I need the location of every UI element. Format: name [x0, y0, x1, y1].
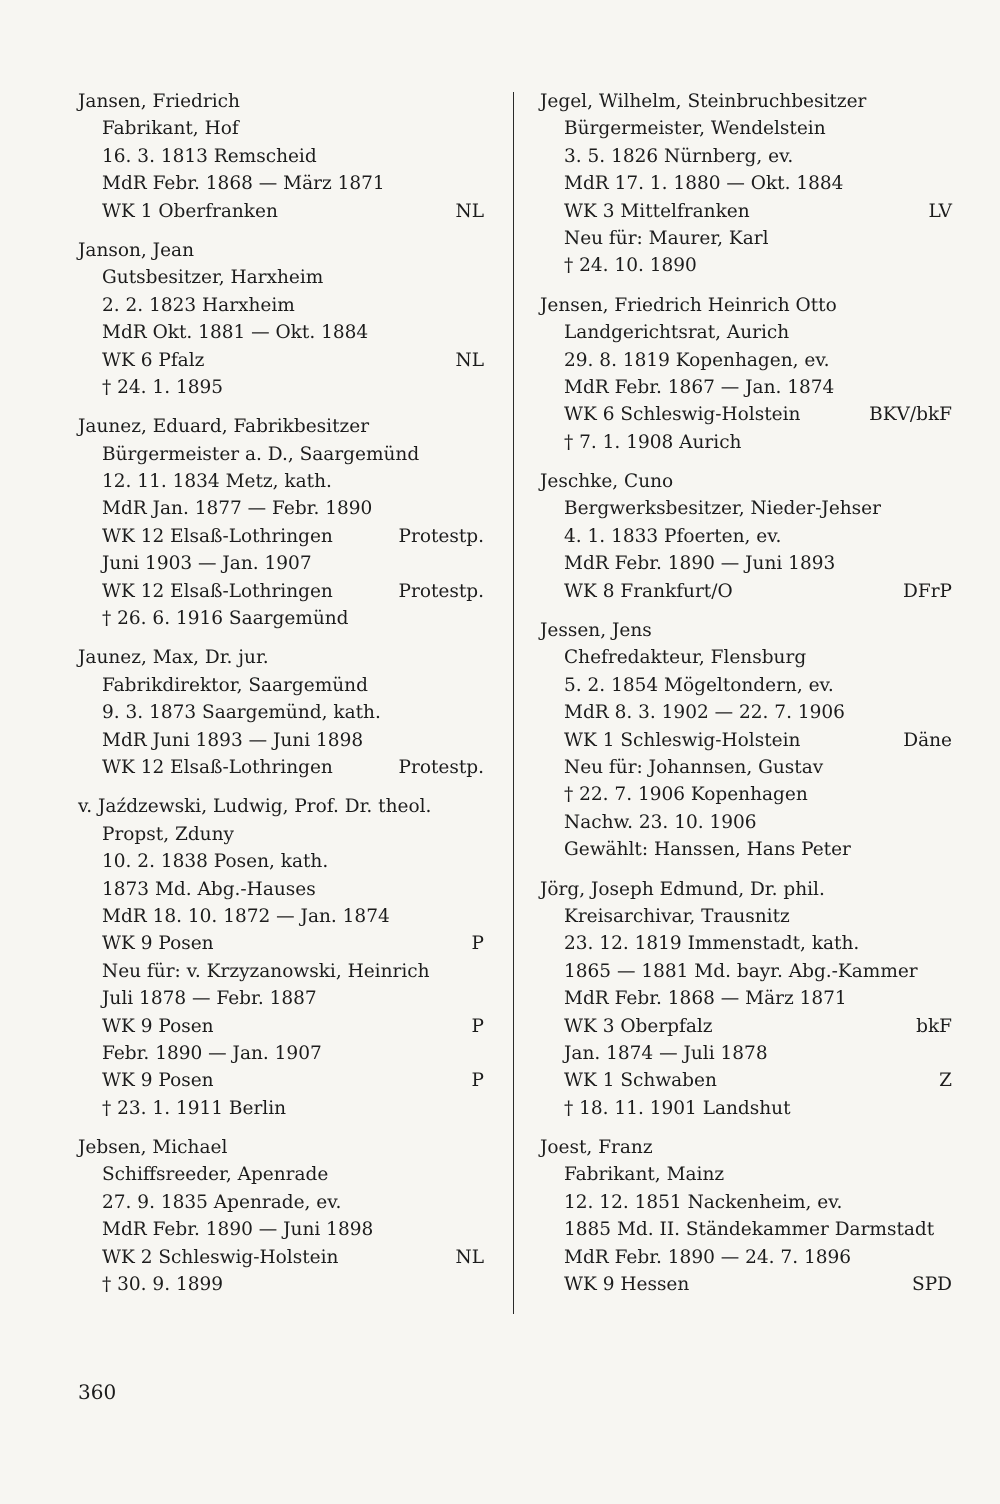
- entry-line: [540, 903, 952, 930]
- entry-line: [78, 672, 484, 699]
- party-label: Protestp.: [398, 525, 484, 547]
- entry-line-text: Propst, Zduny: [102, 823, 234, 845]
- entry-line-text: 10. 2. 1838 Posen, kath.: [102, 851, 329, 873]
- entry-line-text: Jansen, Friedrich: [78, 91, 240, 112]
- entry-line-text: Chefredakteur, Flensburg: [564, 647, 807, 669]
- party-label: P: [471, 1070, 484, 1092]
- entry-line: [540, 429, 952, 456]
- entry-line: [540, 985, 952, 1012]
- entry-line: [540, 495, 952, 522]
- entry-line: [78, 292, 484, 319]
- party-label: Z: [939, 1070, 952, 1092]
- entry-name: [78, 237, 484, 264]
- entry-line: [78, 170, 484, 197]
- entry-name: [540, 88, 952, 115]
- entry-line-text: v. Jaźdzewski, Ludwig, Prof. Dr. theol.: [78, 796, 432, 818]
- entry-line: [540, 836, 952, 863]
- entry-line: [78, 930, 484, 957]
- entry-line: [78, 578, 484, 605]
- entry-line-text: 9. 3. 1873 Saargemünd, kath.: [102, 702, 381, 724]
- entry-line: [540, 198, 952, 225]
- biography-entry: [78, 237, 484, 401]
- entry-line: [540, 1189, 952, 1216]
- entry-line-text: MdR Okt. 1881 — Okt. 1884: [102, 322, 369, 344]
- entry-line-text: † 23. 1. 1911 Berlin: [102, 1097, 287, 1119]
- entry-line: [78, 441, 484, 468]
- left-column: [78, 88, 484, 1298]
- entry-line-text: WK 9 Hessen: [564, 1274, 690, 1296]
- entry-line: [78, 347, 484, 374]
- biography-entry: [540, 88, 952, 280]
- entry-line-text: MdR Febr. 1868 — März 1871: [564, 988, 847, 1010]
- entry-line-text: Janson, Jean: [78, 239, 194, 261]
- entry-name: [540, 876, 952, 903]
- entry-line-text: Juni 1903 — Jan. 1907: [102, 553, 312, 575]
- entry-line: [540, 319, 952, 346]
- entry-line-text: 4. 1. 1833 Pfoerten, ev.: [564, 525, 782, 547]
- entry-line-text: Bergwerksbesitzer, Nieder-Jehser: [564, 498, 881, 520]
- entry-line-text: MdR Febr. 1867 — Jan. 1874: [564, 376, 835, 398]
- entry-line: [78, 903, 484, 930]
- entry-line-text: Bürgermeister, Wendelstein: [564, 118, 826, 140]
- party-label: P: [471, 933, 484, 955]
- entry-line: [78, 115, 484, 142]
- entry-line: [540, 170, 952, 197]
- entry-line: [540, 1216, 952, 1243]
- page-number: 360: [78, 1380, 117, 1404]
- entry-line: [540, 727, 952, 754]
- entry-line: [78, 727, 484, 754]
- entry-line-text: Gutsbesitzer, Harxheim: [102, 267, 324, 289]
- biography-entry: [78, 1134, 484, 1298]
- party-label: SPD: [912, 1274, 952, 1296]
- entry-line: [78, 1067, 484, 1094]
- entry-line-text: Jeschke, Cuno: [540, 471, 674, 493]
- entry-line-text: † 24. 1. 1895: [102, 376, 224, 398]
- party-label: NL: [455, 200, 484, 222]
- entry-line: [78, 605, 484, 632]
- entry-name: [78, 793, 484, 820]
- entry-line-text: 12. 12. 1851 Nackenheim, ev.: [564, 1191, 843, 1213]
- entry-line-text: MdR Febr. 1890 — Juni 1893: [564, 553, 836, 575]
- entry-line-text: WK 9 Posen: [102, 933, 214, 955]
- entry-line-text: Jessen, Jens: [540, 620, 652, 642]
- entry-line-text: WK 12 Elsaß-Lothringen: [102, 580, 333, 602]
- entry-line: [78, 1095, 484, 1122]
- entry-line: [540, 1244, 952, 1271]
- entry-line: [540, 1095, 952, 1122]
- entry-line: [540, 225, 952, 252]
- biography-entry: [78, 644, 484, 781]
- party-label: Protestp.: [398, 580, 484, 602]
- entry-line-text: WK 8 Frankfurt/O: [564, 580, 733, 602]
- entry-line: [78, 1271, 484, 1298]
- entry-line-text: † 18. 11. 1901 Landshut: [564, 1097, 791, 1119]
- entry-line-text: Jörg, Joseph Edmund, Dr. phil.: [540, 878, 825, 900]
- entry-line-text: MdR 17. 1. 1880 — Okt. 1884: [564, 173, 844, 195]
- entry-line-text: Schiffsreeder, Apenrade: [102, 1164, 329, 1186]
- entry-line-text: MdR Febr. 1890 — 24. 7. 1896: [564, 1246, 852, 1268]
- entry-line-text: Kreisarchivar, Trausnitz: [564, 905, 790, 927]
- entry-line-text: Jaunez, Max, Dr. jur.: [78, 647, 269, 669]
- entry-line-text: WK 12 Elsaß-Lothringen: [102, 525, 333, 547]
- entry-line-text: † 30. 9. 1899: [102, 1274, 224, 1296]
- entry-line: [78, 876, 484, 903]
- entry-line-text: † 26. 6. 1916 Saargemünd: [102, 608, 349, 630]
- entry-line: [540, 1161, 952, 1188]
- entry-line: [78, 1216, 484, 1243]
- entry-line-text: 16. 3. 1813 Remscheid: [102, 145, 317, 167]
- entry-line-text: 1865 — 1881 Md. bayr. Abg.-Kammer: [564, 960, 918, 982]
- entry-line: [78, 821, 484, 848]
- entry-line: [540, 672, 952, 699]
- entry-line: [78, 198, 484, 225]
- entry-line: [78, 468, 484, 495]
- entry-line-text: † 22. 7. 1906 Kopenhagen: [564, 784, 808, 806]
- entry-line-text: Neu für: Johannsen, Gustav: [564, 756, 824, 778]
- entry-line-text: WK 12 Elsaß-Lothringen: [102, 756, 333, 778]
- biography-entry: [78, 88, 484, 225]
- entry-line-text: Landgerichtsrat, Aurich: [564, 322, 790, 344]
- entry-line: [540, 347, 952, 374]
- entry-line: [78, 374, 484, 401]
- entry-line-text: 1885 Md. II. Ständekammer Darmstadt: [564, 1219, 935, 1241]
- entry-line-text: Jensen, Friedrich Heinrich Otto: [540, 294, 837, 316]
- entry-line-text: Jebsen, Michael: [78, 1137, 228, 1159]
- entry-line-text: MdR 18. 10. 1872 — Jan. 1874: [102, 905, 390, 927]
- entry-line-text: 2. 2. 1823 Harxheim: [102, 294, 295, 316]
- entry-line: [78, 1040, 484, 1067]
- entry-line-text: Gewählt: Hanssen, Hans Peter: [564, 839, 851, 861]
- entry-line: [78, 264, 484, 291]
- biography-entry: [78, 793, 484, 1122]
- entry-line-text: MdR 8. 3. 1902 — 22. 7. 1906: [564, 702, 845, 724]
- biography-entry: [540, 876, 952, 1123]
- entry-line-text: WK 6 Schleswig-Holstein: [564, 404, 801, 426]
- entry-line-text: † 7. 1. 1908 Aurich: [564, 431, 742, 453]
- entry-line-text: Neu für: Maurer, Karl: [564, 227, 769, 249]
- entry-line: [78, 1161, 484, 1188]
- column-divider: [513, 92, 514, 1314]
- entry-line: [78, 495, 484, 522]
- biography-entry: [540, 1134, 952, 1298]
- entry-line-text: Fabrikant, Mainz: [564, 1164, 725, 1186]
- entry-line-text: Fabrikdirektor, Saargemünd: [102, 674, 368, 696]
- entry-line: [78, 1189, 484, 1216]
- entry-line-text: Fabrikant, Hof: [102, 118, 239, 140]
- entry-line-text: 23. 12. 1819 Immenstadt, kath.: [564, 933, 860, 955]
- entry-line: [78, 1244, 484, 1271]
- entry-line: [540, 550, 952, 577]
- entry-line: [540, 1067, 952, 1094]
- entry-line-text: MdR Febr. 1868 — März 1871: [102, 173, 385, 195]
- entry-name: [78, 88, 484, 115]
- entry-line-text: 27. 9. 1835 Apenrade, ev.: [102, 1191, 342, 1213]
- entry-line: [540, 699, 952, 726]
- entry-line-text: MdR Juni 1893 — Juni 1898: [102, 729, 364, 751]
- entry-line: [540, 930, 952, 957]
- entry-line-text: WK 6 Pfalz: [102, 349, 205, 371]
- entry-line-text: WK 1 Oberfranken: [102, 200, 278, 222]
- entry-name: [78, 644, 484, 671]
- entry-line: [540, 252, 952, 279]
- entry-line: [78, 1013, 484, 1040]
- party-label: NL: [455, 1246, 484, 1268]
- party-label: BKV/bkF: [869, 404, 952, 426]
- entry-line-text: WK 3 Mittelfranken: [564, 200, 750, 222]
- entry-name: [540, 292, 952, 319]
- entry-line-text: Jan. 1874 — Juli 1878: [564, 1042, 768, 1064]
- entry-line-text: WK 9 Posen: [102, 1015, 214, 1037]
- entry-line: [540, 644, 952, 671]
- party-label: P: [471, 1015, 484, 1037]
- entry-line: [540, 754, 952, 781]
- entry-line: [540, 115, 952, 142]
- biography-entry: [540, 468, 952, 605]
- entry-line: [540, 1040, 952, 1067]
- entry-line-text: WK 1 Schwaben: [564, 1070, 717, 1092]
- entry-line-text: Jegel, Wilhelm, Steinbruchbesitzer: [540, 91, 867, 112]
- entry-line: [540, 781, 952, 808]
- entry-line-text: 1873 Md. Abg.-Hauses: [102, 878, 316, 900]
- entry-line-text: Nachw. 23. 10. 1906: [564, 811, 757, 833]
- party-label: NL: [455, 349, 484, 371]
- entry-line: [540, 1013, 952, 1040]
- entry-line-text: 3. 5. 1826 Nürnberg, ev.: [564, 145, 794, 167]
- entry-line: [78, 958, 484, 985]
- entry-name: [78, 1134, 484, 1161]
- party-label: bkF: [916, 1015, 952, 1037]
- entry-line: [78, 319, 484, 346]
- biography-entry: [540, 617, 952, 864]
- biography-entry: [540, 292, 952, 456]
- biography-entry: [78, 413, 484, 632]
- entry-line: [78, 550, 484, 577]
- entry-line: [540, 578, 952, 605]
- right-column: [540, 88, 952, 1298]
- party-label: LV: [928, 200, 952, 222]
- entry-line-text: WK 1 Schleswig-Holstein: [564, 729, 801, 751]
- entry-line-text: 12. 11. 1834 Metz, kath.: [102, 471, 332, 493]
- entry-line-text: 29. 8. 1819 Kopenhagen, ev.: [564, 349, 830, 371]
- entry-line-text: 5. 2. 1854 Mögeltondern, ev.: [564, 674, 834, 696]
- entry-line-text: WK 9 Posen: [102, 1070, 214, 1092]
- entry-line: [78, 848, 484, 875]
- entry-line-text: Febr. 1890 — Jan. 1907: [102, 1042, 322, 1064]
- entry-line: [540, 374, 952, 401]
- entry-line-text: Juli 1878 — Febr. 1887: [102, 988, 317, 1010]
- entry-name: [540, 1134, 952, 1161]
- entry-line: [78, 754, 484, 781]
- entry-line-text: WK 3 Oberpfalz: [564, 1015, 713, 1037]
- entry-name: [540, 468, 952, 495]
- entry-line: [540, 1271, 952, 1298]
- entry-line-text: Joest, Franz: [540, 1137, 653, 1159]
- entry-line: [78, 523, 484, 550]
- entry-line-text: WK 2 Schleswig-Holstein: [102, 1246, 339, 1268]
- entry-line: [540, 523, 952, 550]
- party-label: Däne: [903, 729, 952, 751]
- entry-line-text: † 24. 10. 1890: [564, 255, 697, 277]
- party-label: DFrP: [903, 580, 952, 602]
- entry-line: [540, 809, 952, 836]
- entry-line: [540, 958, 952, 985]
- entry-line-text: MdR Febr. 1890 — Juni 1898: [102, 1219, 374, 1241]
- entry-line-text: Bürgermeister a. D., Saargemünd: [102, 443, 420, 465]
- entry-line: [540, 401, 952, 428]
- entry-name: [540, 617, 952, 644]
- entry-line: [78, 985, 484, 1012]
- entry-line-text: Jaunez, Eduard, Fabrikbesitzer: [78, 416, 370, 438]
- entry-line: [78, 699, 484, 726]
- party-label: Protestp.: [398, 756, 484, 778]
- entry-line-text: MdR Jan. 1877 — Febr. 1890: [102, 498, 373, 520]
- entry-name: [78, 413, 484, 440]
- entry-line: [78, 143, 484, 170]
- entry-line: [540, 143, 952, 170]
- entry-line-text: Neu für: v. Krzyzanowski, Heinrich: [102, 960, 430, 982]
